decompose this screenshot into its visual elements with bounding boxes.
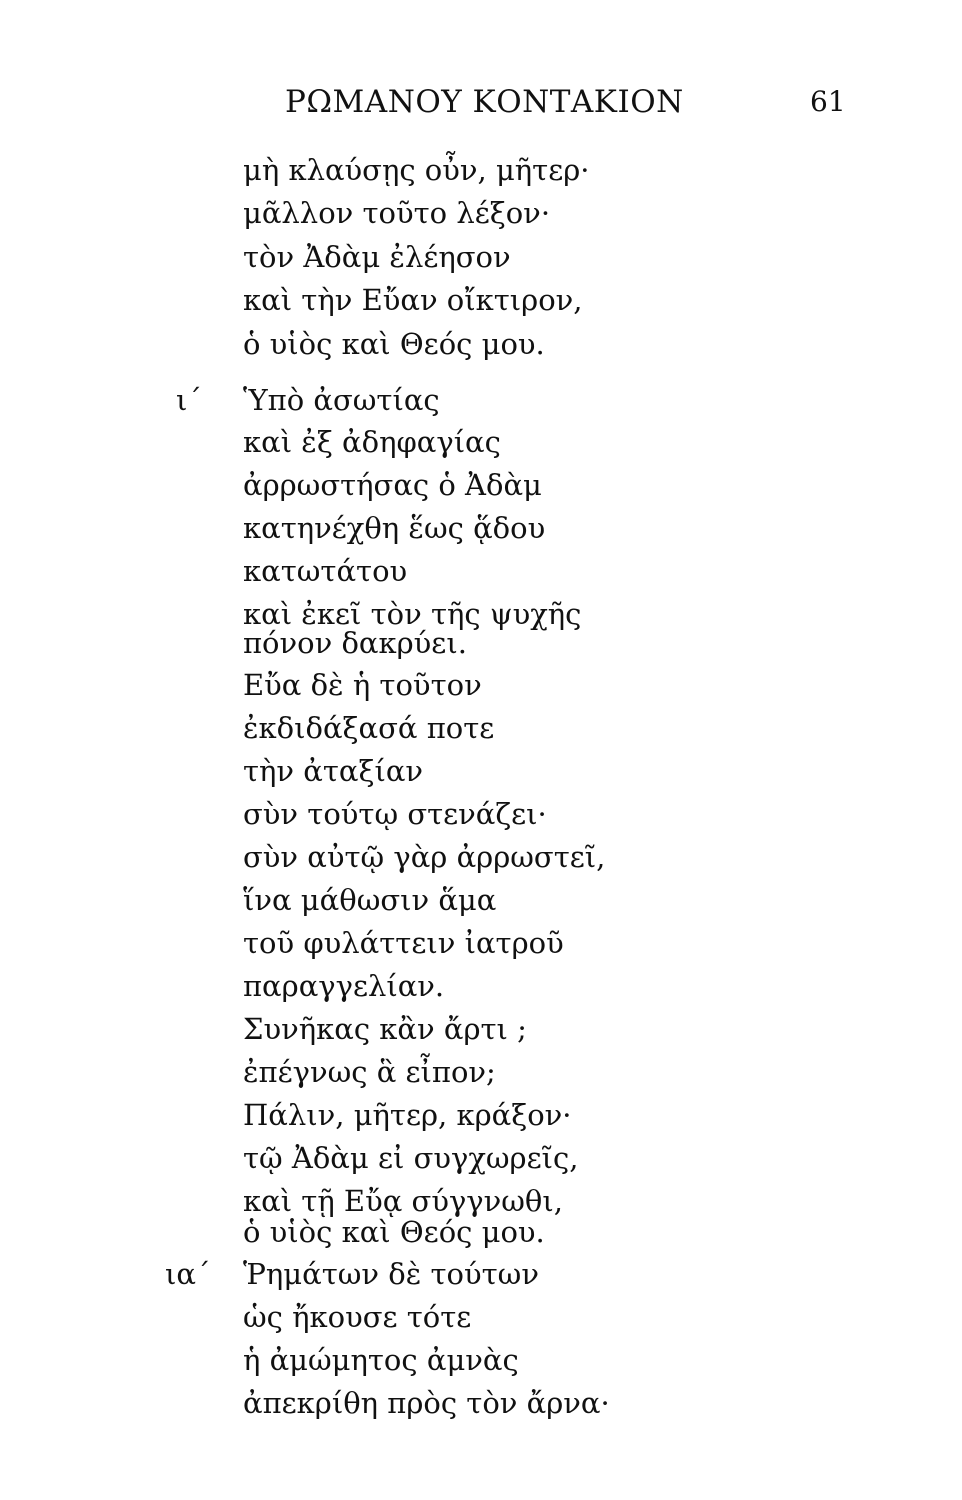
page-number: 61 <box>810 85 846 118</box>
stanza-number-10: ι΄ <box>176 383 202 417</box>
running-title: ΡΩΜΑΝΟΥ ΚΟΝΤΑΚΙΟΝ <box>285 84 684 120</box>
poem-line: ἡ ἀμώμητος ἀμνὰς <box>243 1343 519 1377</box>
poem-line: μᾶλλον τοῦτο λέξον· <box>243 196 551 230</box>
poem-line: Πάλιν, μῆτερ, κράξον· <box>243 1098 572 1132</box>
poem-line: κατηνέχθη ἕως ᾅδου <box>243 511 546 545</box>
poem-line: κατωτάτου <box>243 554 408 588</box>
poem-line: τῷ Ἀδὰμ εἰ συγχωρεῖς, <box>243 1141 579 1175</box>
poem-line: ἵνα μάθωσιν ἅμα <box>243 883 497 917</box>
poem-line: πόνον δακρύει. <box>243 626 467 660</box>
poem-line: Ὑπὸ ἀσωτίας <box>243 383 440 417</box>
poem-line: τὴν ἀταξίαν <box>243 754 424 788</box>
poem-line: μὴ κλαύσῃς οὖν, μῆτερ· <box>243 153 590 187</box>
poem-line: Ῥημάτων δὲ τούτων <box>243 1257 539 1291</box>
poem-line: ἐκδιδάξασά ποτε <box>243 711 495 745</box>
poem-line: καὶ τὴν Εὔαν οἴκτιρον, <box>243 283 583 317</box>
poem-line: τὸν Ἀδὰμ ἐλέησον <box>243 240 511 274</box>
stanza-number-11: ια΄ <box>165 1257 211 1291</box>
poem-line: Συνῆκας κἂν ἄρτι ; <box>243 1012 527 1046</box>
poem-line: ἀπεκρίθη πρὸς τὸν ἄρνα· <box>243 1386 610 1420</box>
poem-line: σὺν αὐτῷ γὰρ ἀρρωστεῖ, <box>243 840 606 874</box>
poem-line: τοῦ φυλάττειν ἰατροῦ <box>243 926 564 960</box>
poem-line: Εὔα δὲ ἡ τοῦτον <box>243 668 482 702</box>
poem-line: ἀρρωστήσας ὁ Ἀδὰμ <box>243 468 542 502</box>
poem-line: καὶ ἐκεῖ τὸν τῆς ψυχῆς <box>243 597 582 631</box>
poem-line: ἐπέγνως ἃ εἶπον; <box>243 1055 496 1089</box>
poem-line: καὶ ἐξ ἀδηφαγίας <box>243 425 501 459</box>
poem-line: ὁ υἱὸς καὶ Θεός μου. <box>243 327 545 361</box>
poem-line: καὶ τῇ Εὔᾳ σύγγνωθι, <box>243 1184 563 1218</box>
poem-line: σὺν τούτῳ στενάζει· <box>243 797 547 831</box>
poem-line: ὡς ἤκουσε τότε <box>243 1300 472 1334</box>
poem-line: ὁ υἱὸς καὶ Θεός μου. <box>243 1215 545 1249</box>
poem-line: παραγγελίαν. <box>243 969 445 1003</box>
